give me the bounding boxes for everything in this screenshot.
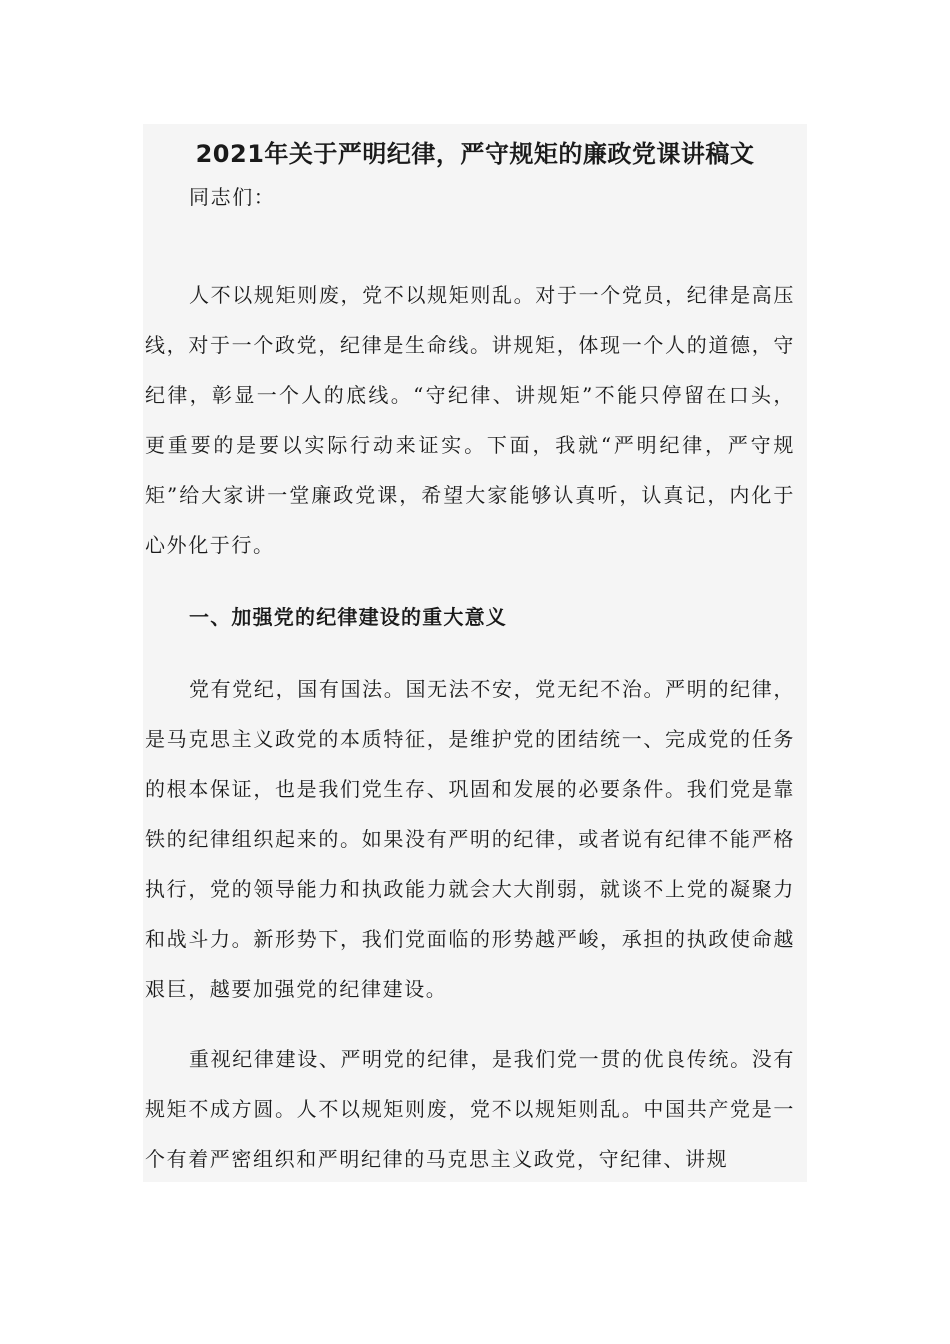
paragraph-tradition: 重视纪律建设、严明党的纪律，是我们党一贯的优良传统。没有规矩不成方圆。人不以规矩则废，党不以规矩则乱。中国共产党是一个有着严密组织和严明纪律的马克思主义政党，守纪律、讲规 [145, 1047, 795, 1171]
paragraph-intro: 人不以规矩则废，党不以规矩则乱。对于一个党员，纪律是高压线，对于一个政党，纪律是生命线。讲规矩，体现一个人的道德，守纪律，彰显一个人的底线。“守纪律、讲规矩”不能只停留在口头，更重要的是要以实际行动来证实。下面，我就“严明纪律，严守规矩”给大家讲一堂廉政党课，希望大家能够认真听，认真记，内化于心外化于行。 [145, 283, 795, 557]
document-page [143, 124, 807, 1182]
section-heading: 一、加强党的纪律建设的重大意义 [189, 605, 507, 629]
document-title: 2021年关于严明纪律，严守规矩的廉政党课讲稿文 [195, 140, 755, 168]
paragraph-significance: 党有党纪，国有国法。国无法不安，党无纪不治。严明的纪律，是马克思主义政党的本质特征，是维护党的团结统一、完成党的任务的根本保证，也是我们党生存、巩固和发展的必要条件。我们党是靠铁的纪律组织起来的。如果没有严明的纪律，或者说有纪律不能严格执行，党的领导能力和执政能力就会大大削弱，就谈不上党的凝聚力和战斗力。新形势下，我们党面临的形势越严峻，承担的执政使命越艰巨，越要加强党的纪律建设。 [145, 677, 795, 1001]
salutation: 同志们： [189, 185, 276, 209]
